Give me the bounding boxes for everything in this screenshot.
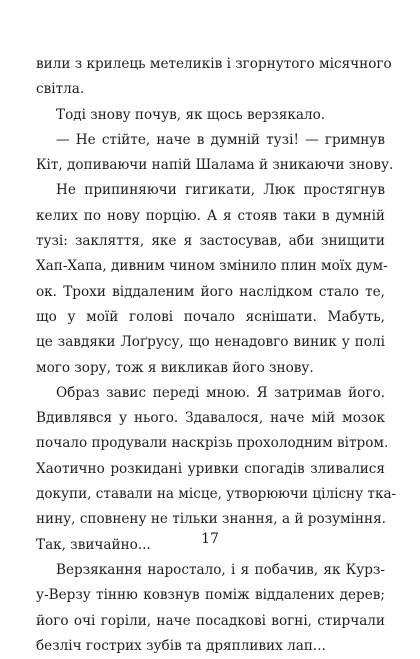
text-line: Так, звичайно... bbox=[36, 536, 151, 553]
text-line: його очі горіли, наче посадкові вогні, стирчали bbox=[36, 612, 385, 629]
text-line: Вдивлявся у нього. Здавалося, наче мій мозок bbox=[36, 410, 385, 427]
text-line: докупи, ставали на місце, утворюючи цілісну тка- bbox=[36, 486, 397, 503]
text-line: мого зору, тож я викликав його знову. bbox=[36, 359, 314, 376]
text-line: келих по нову порцію. А я стояв таки в думній bbox=[36, 207, 385, 224]
text-line: світла. bbox=[36, 81, 85, 98]
text-line: що у моїй голові почало яснішати. Мабуть, bbox=[36, 308, 385, 325]
body-text bbox=[36, 52, 397, 659]
paragraph bbox=[36, 128, 394, 179]
text-line: нину, сповнену не тільки знання, а й розуміння. bbox=[36, 511, 386, 528]
text-line: Верзякання наростало, і я побачив, як Курз- bbox=[56, 561, 385, 578]
text-line: тузі: закляття, яке я застосував, аби знищити bbox=[36, 233, 385, 250]
text-line: це завдяки Лоґрусу, що ненадовго виник у полі bbox=[36, 334, 385, 351]
text-line: безліч гострих зубів та дряпливих лап... bbox=[36, 637, 326, 654]
text-line: Хап-Хапа, дивним чином змінило плин моїх дум- bbox=[36, 258, 388, 275]
text-line: у-Верзу тінню ковзнув поміж віддалених дерев; bbox=[36, 587, 385, 604]
paragraph bbox=[36, 178, 388, 380]
text-line: Тоді знову почув, як щось верзякало. bbox=[56, 106, 326, 123]
text-line: — Не стійте, наче в думній тузі! — гримнув bbox=[56, 131, 385, 148]
text-line: Хаотично розкидані уривки спогадів зливалися bbox=[36, 460, 385, 477]
paragraph bbox=[36, 52, 392, 103]
text-line: почало продували наскрізь прохолодним вітром. bbox=[36, 435, 389, 452]
paragraph bbox=[36, 103, 385, 128]
text-line: Не припиняючи гигикати, Люк простягнув bbox=[56, 182, 385, 199]
page-number: 17 bbox=[201, 531, 219, 547]
text-line: ок. Трохи віддаленим його наслідком стало те, bbox=[36, 283, 385, 300]
paragraph bbox=[36, 558, 385, 659]
text-line: Образ завис переді мною. Я затримав його. bbox=[56, 384, 385, 401]
text-line: Кіт, допиваючи напій Шалама й зникаючи знову. bbox=[36, 157, 394, 174]
text-line: вили з крилець метеликів і згорнутого місячного bbox=[36, 56, 392, 72]
